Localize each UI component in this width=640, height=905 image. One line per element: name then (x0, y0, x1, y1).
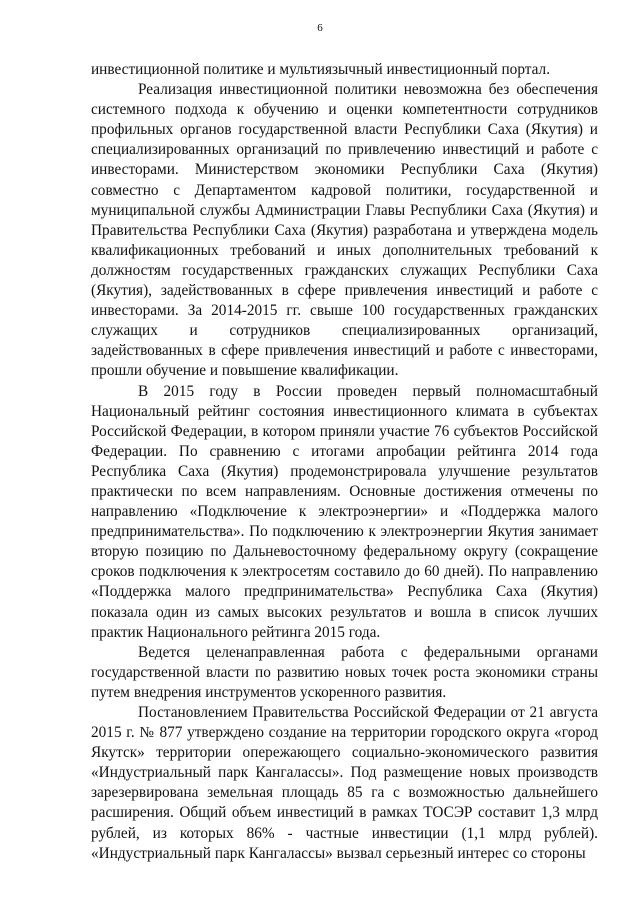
page-number: 6 (317, 22, 323, 34)
paragraph-continuation: инвестиционной политике и мультиязычный инвестиционный портал. (91, 61, 551, 78)
paragraph-industrial-park: Постановлением Правительства Российской Федерации от 21 августа 2015 г. № 877 утверждено создание на территории городского округа «город Якутск» территории опережающего социально-экономического развития «Индустриальный парк Кангалассы». Под размещение новых производств зарезервирована земельная площадь 85 га с возможностью дальнейшего расширения. Общий объем инвестиций в рамках ТОСЭР составит 1,3 млрд рублей, из которых 86% - частные инвестиции (1,1 млрд рублей). «Индустриальный парк Кангалассы» вызвал серьезный интерес со стороны (91, 704, 598, 862)
body-text (91, 60, 598, 864)
paragraph-national-rating: В 2015 году в России проведен первый полномасштабный Национальный рейтинг состояния инвестиционного климата в субъектах Российской Федерации, в котором приняли участие 76 субъектов Российской Федерации. По сравнению с итогами апробации рейтинга 2014 года Республика Саха (Якутия) продемонстрировала улучшение результатов практически по всем направлениям. Основные достижения отмечены по направлению «Подключение к электроэнергии» и «Поддержка малого предпринимательства». По подключению к электроэнергии Якутия занимает вторую позицию по Дальневосточному федеральному округу (сокращение сроков подключения к электросетям составило до 60 дней). По направлению «Поддержка малого предпринимательства» Республика Саха (Якутия) показала один из самых высоких результатов и вошла в список лучших практик Национального рейтинга 2015 года. (91, 382, 598, 641)
paragraph-federal-cooperation: Ведется целенаправленная работа с федеральными органами государственной власти по развитию новых точек роста экономики страны путем внедрения инструментов ускоренного развития. (91, 643, 598, 701)
paragraph-investment-training: Реализация инвестиционной политики невозможна без обеспечения системного подхода к обучению и оценки компетентности сотрудников профильных органов государственной власти Республики Саха (Якутия) и специализированных организаций по привлечению инвестиций и работе с инвесторами. Министерством экономики Республики Саха (Якутия) совместно с Департаментом кадровой политики, государственной и муниципальной службы Администрации Главы Республики Саха (Якутия) и Правительства Республики Саха (Якутия) разработана и утверждена модель квалификационных требований и иных дополнительных требований к должностям государственных гражданских служащих Республики Саха (Якутия), задействованных в сфере привлечения инвестиций и работе с инвесторами. За 2014-2015 гг. свыше 100 государственных гражданских служащих и сотрудников специализированных организаций, задействованных в сфере привлечения инвестиций и работе с инвесторами, прошли обучение и повышение квалификации. (91, 81, 598, 380)
